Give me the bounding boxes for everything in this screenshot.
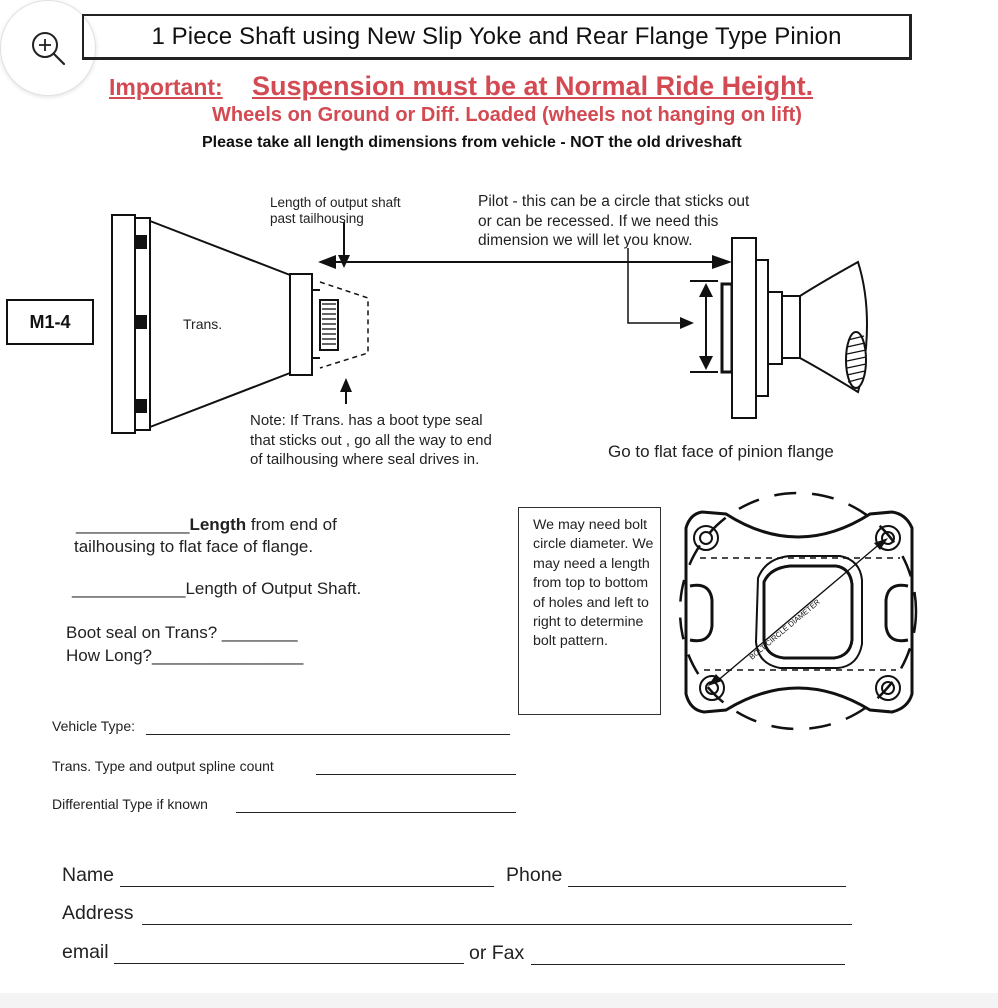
trans-type-label: Trans. Type and output spline count: [52, 758, 274, 774]
page-footer-strip: [0, 993, 998, 1008]
fax-label: or Fax: [469, 942, 525, 964]
how-long-field[interactable]: How Long?________________: [66, 646, 304, 665]
measure-instruction: Please take all length dimensions from vehicle - NOT the old driveshaft: [202, 134, 742, 151]
name-field[interactable]: [120, 886, 494, 887]
boot-seal-field[interactable]: Boot seal on Trans? ________: [66, 623, 298, 642]
pinion-flange: [722, 284, 732, 372]
name-label: Name: [62, 864, 115, 886]
output-shaft-field[interactable]: ____________Length of Output Shaft.: [72, 579, 362, 598]
vehicle-type-field[interactable]: [146, 734, 510, 735]
wheels-note: Wheels on Ground or Diff. Loaded (wheels not hanging on lift): [212, 104, 802, 126]
tailhousing: [290, 274, 312, 375]
boot-seal-note: Note: If Trans. has a boot type seal that sticks out , go all the way to end of tailhousing where seal drives in.: [250, 412, 492, 468]
trans-type-field[interactable]: [316, 774, 516, 775]
length-field[interactable]: ____________Length from end of: [76, 515, 337, 534]
vehicle-type-label: Vehicle Type:: [52, 718, 136, 734]
trans-housing-plate: [112, 215, 135, 433]
bolt-circle-label: BOLT CIRCLE DIAMETER: [747, 597, 822, 662]
pinion-flange-note: Go to flat face of pinion flange: [608, 442, 834, 461]
page-title: 1 Piece Shaft using New Slip Yoke and Rear Flange Type Pinion: [82, 14, 912, 60]
phone-field[interactable]: [568, 886, 846, 887]
email-label: email: [62, 941, 109, 963]
diff-type-label: Differential Type if known: [52, 796, 208, 812]
important-text: Suspension must be at Normal Ride Height.: [252, 71, 814, 101]
diff-type-field[interactable]: [236, 812, 516, 813]
output-shaft-note: Length of output shaft past tailhousing: [270, 195, 401, 226]
length-field-desc: tailhousing to flat face of flange.: [74, 537, 314, 556]
email-field[interactable]: [114, 963, 464, 964]
output-shaft: [320, 300, 338, 350]
address-label: Address: [62, 902, 134, 924]
important-label: Important:: [109, 74, 223, 100]
fax-field[interactable]: [531, 964, 845, 965]
bolt-pattern-note: We may need bolt circle diameter. We may need a length from top to bottom of holes and left to right to determine bolt pattern.: [518, 507, 661, 715]
address-field[interactable]: [142, 924, 852, 925]
trans-label: Trans.: [183, 316, 223, 332]
phone-label: Phone: [506, 864, 563, 886]
pilot-note: Pilot - this can be a circle that sticks out or can be recessed. If we need this dimension we will let you know.: [478, 193, 750, 249]
model-code-box: M1-4: [6, 299, 94, 345]
